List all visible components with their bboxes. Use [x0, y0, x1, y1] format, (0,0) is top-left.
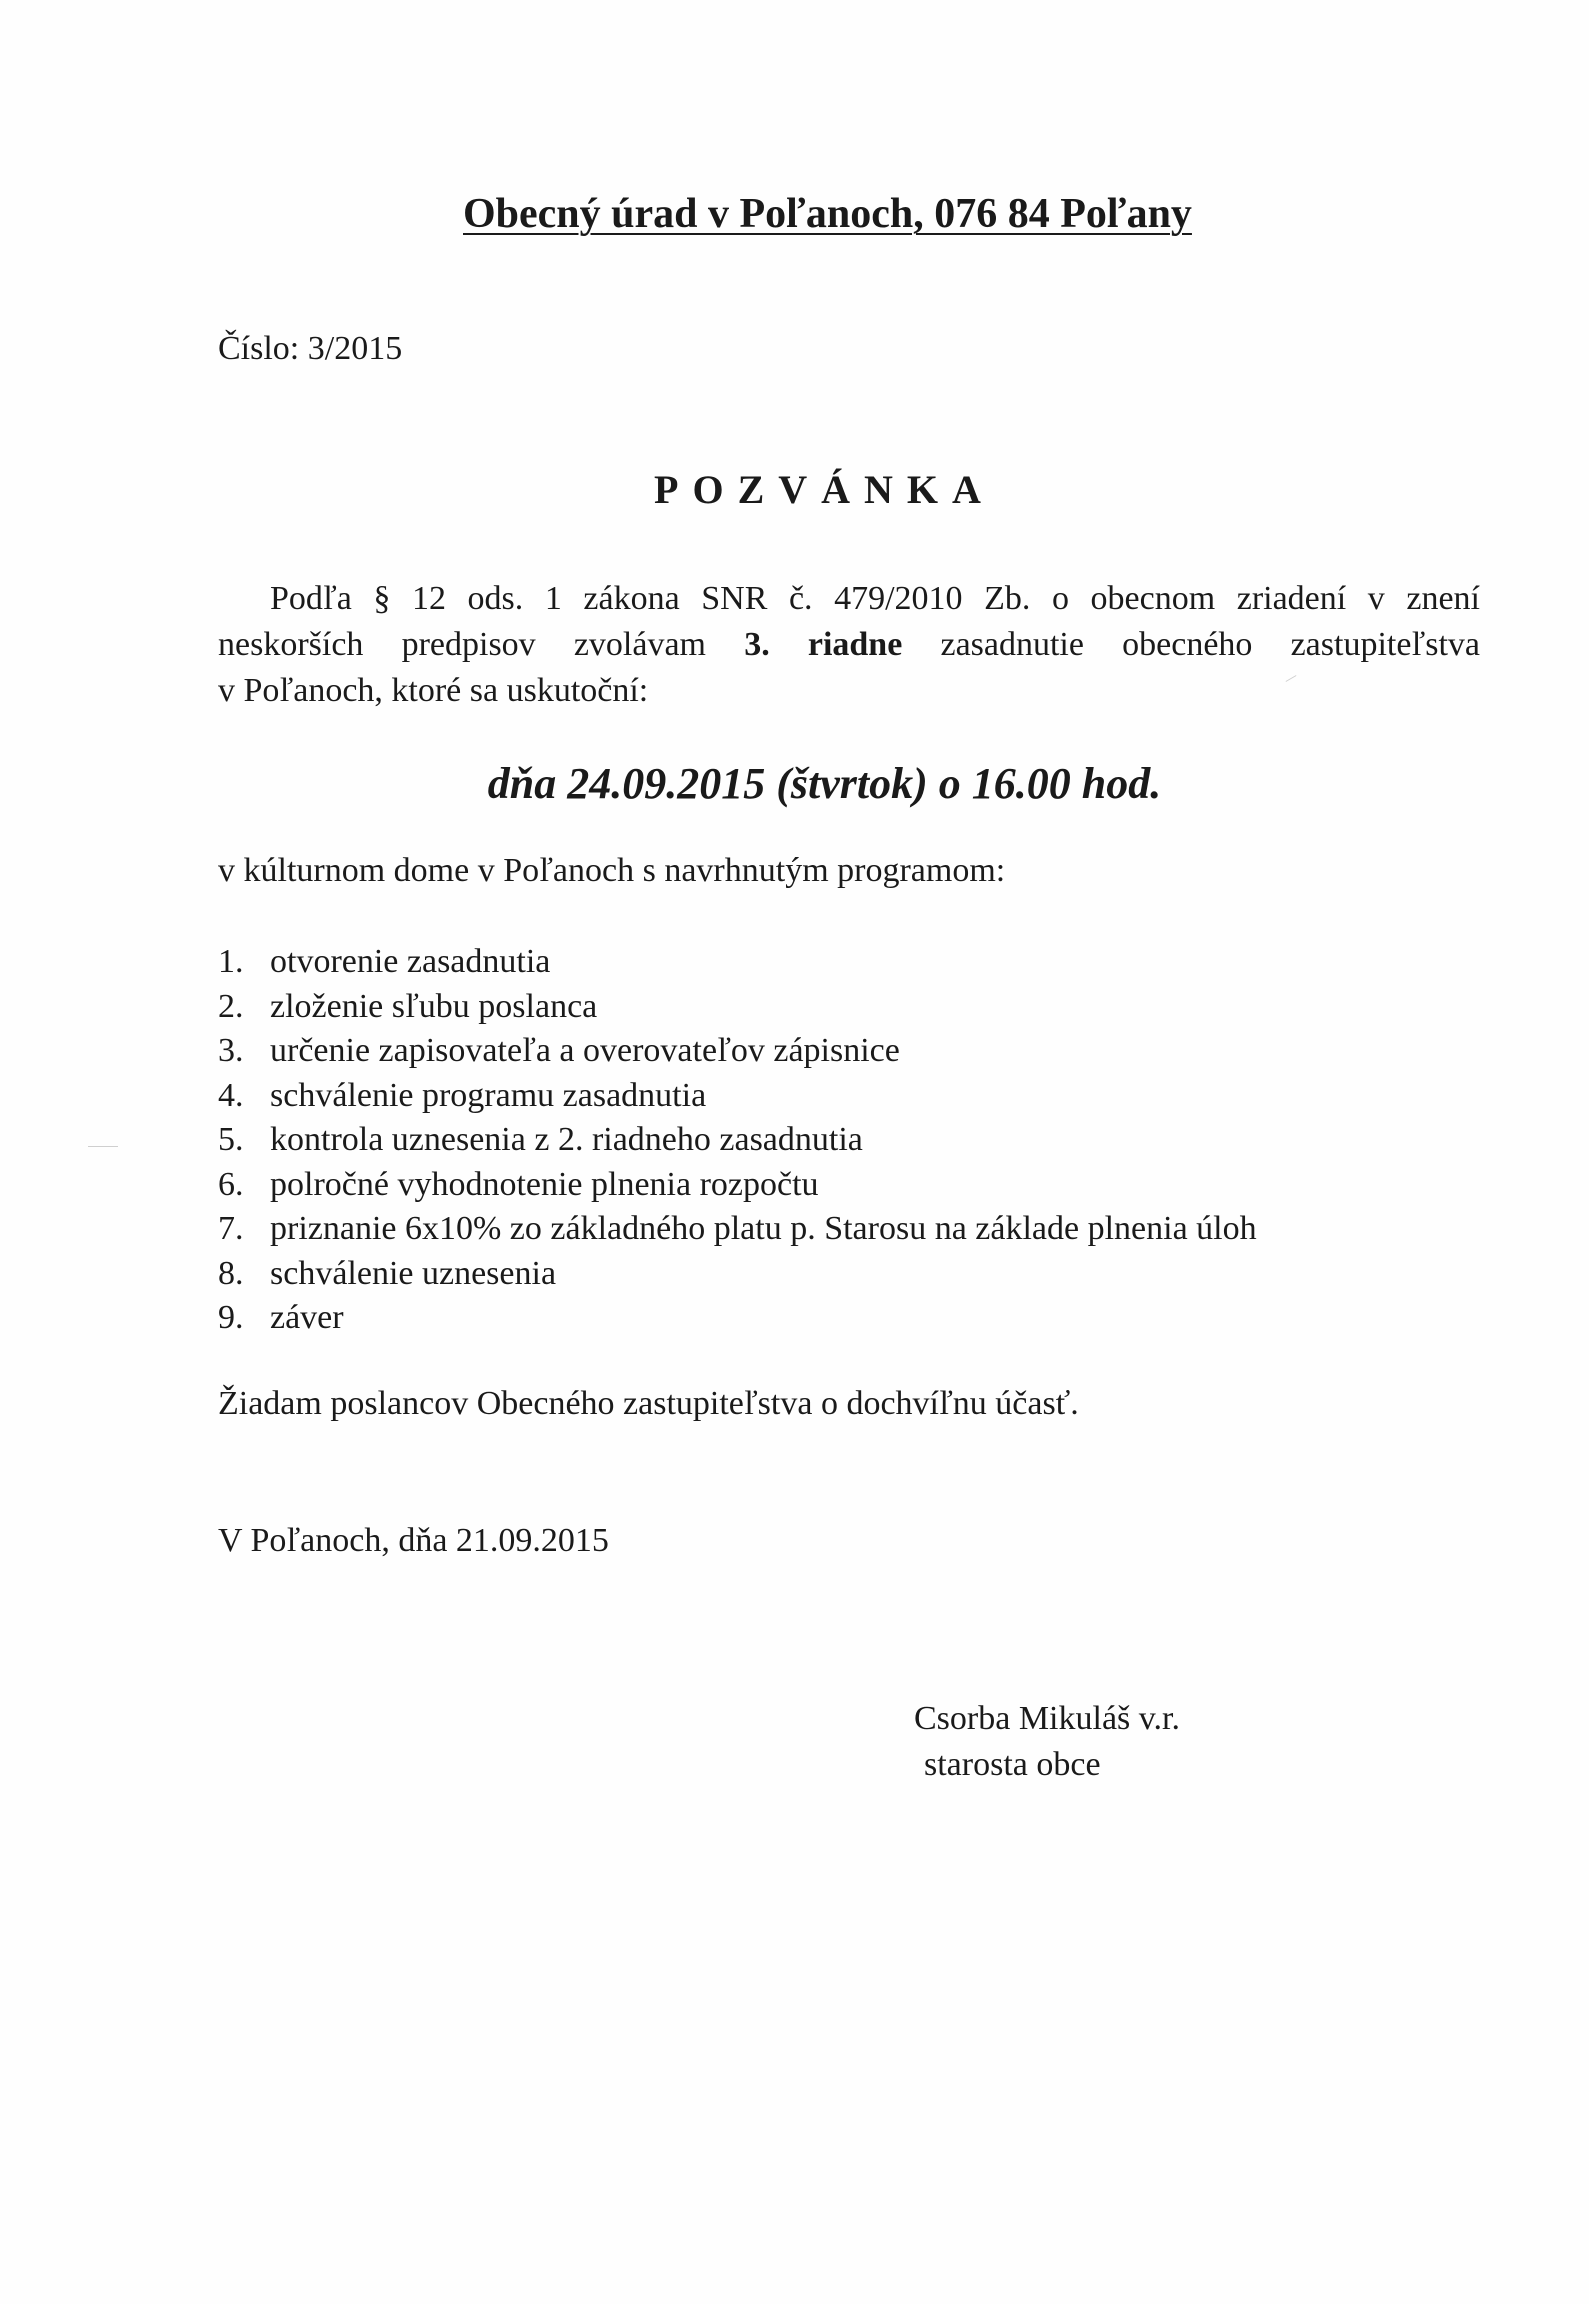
office-header: Obecný úrad v Poľanoch, 076 84 Poľany [463, 191, 1192, 237]
venue-line: v kúlturnom dome v Poľanoch s navrhnutým programom: [218, 852, 1006, 889]
agenda-item-text: kontrola uznesenia z 2. riadneho zasadnutia [270, 1121, 863, 1158]
scan-artifact-dash [88, 1146, 118, 1147]
intro-line-2-end: zasadnutie obecného zastupiteľstva [902, 626, 1481, 663]
agenda-item [218, 940, 1257, 985]
agenda-item-number: 4. [218, 1076, 244, 1114]
agenda-item [218, 1252, 1257, 1297]
agenda-item-number: 2. [218, 987, 244, 1025]
agenda-item-number: 3. [218, 1032, 244, 1069]
agenda-item [218, 1296, 1257, 1341]
intro-line-2-start: neskorších predpisov zvolávam [218, 626, 745, 663]
agenda-item [218, 1207, 1257, 1252]
agenda-item [218, 1029, 1257, 1074]
agenda-item-number: 1. [218, 943, 244, 980]
agenda-item-number: 6. [218, 1165, 244, 1203]
intro-paragraph [218, 576, 1480, 714]
document-number: Číslo: 3/2015 [218, 330, 403, 367]
agenda-item-text: otvorenie zasadnutia [270, 943, 551, 980]
agenda-item-text: schválenie programu zasadnutia [270, 1076, 707, 1114]
place-and-date: V Poľanoch, dňa 21.09.2015 [218, 1522, 609, 1559]
document-title: POZVÁNKA [654, 467, 995, 512]
agenda-item-number: 9. [218, 1299, 244, 1336]
signatory-role: starosta obce [924, 1746, 1101, 1783]
intro-line-1: Podľa § 12 ods. 1 zákona SNR č. 479/2010 Zb. o obecnom zriadení v znení [270, 580, 1480, 617]
agenda-item-text: určenie zapisovateľa a overovateľov zápisnice [270, 1032, 900, 1069]
agenda-item-number: 8. [218, 1254, 244, 1292]
agenda-item-text: priznanie 6x10% zo základného platu p. Starosu na základe plnenia úloh [270, 1210, 1257, 1247]
agenda-list [218, 940, 1257, 1341]
agenda-item-text: záver [270, 1299, 344, 1336]
signatory-name: Csorba Mikuláš v.r. [914, 1700, 1181, 1737]
closing-request: Žiadam poslancov Obecného zastupiteľstva o dochvíľnu účasť. [218, 1385, 1079, 1422]
meeting-ordinal: 3. riadne [744, 626, 903, 663]
intro-line-3: v Poľanoch, ktoré sa uskutoční: [218, 672, 649, 709]
agenda-item-text: zloženie sľubu poslanca [270, 987, 598, 1025]
agenda-item [218, 985, 1257, 1030]
intro-line-2 [218, 622, 1480, 668]
agenda-item-text: polročné vyhodnotenie plnenia rozpočtu [270, 1165, 819, 1203]
agenda-item [218, 1118, 1257, 1163]
meeting-date: dňa 24.09.2015 (štvrtok) o 16.00 hod. [487, 759, 1162, 808]
agenda-item-text: schválenie uznesenia [270, 1254, 557, 1292]
agenda-item [218, 1163, 1257, 1208]
agenda-item [218, 1074, 1257, 1119]
agenda-item-number: 7. [218, 1210, 244, 1247]
agenda-item-number: 5. [218, 1121, 244, 1158]
